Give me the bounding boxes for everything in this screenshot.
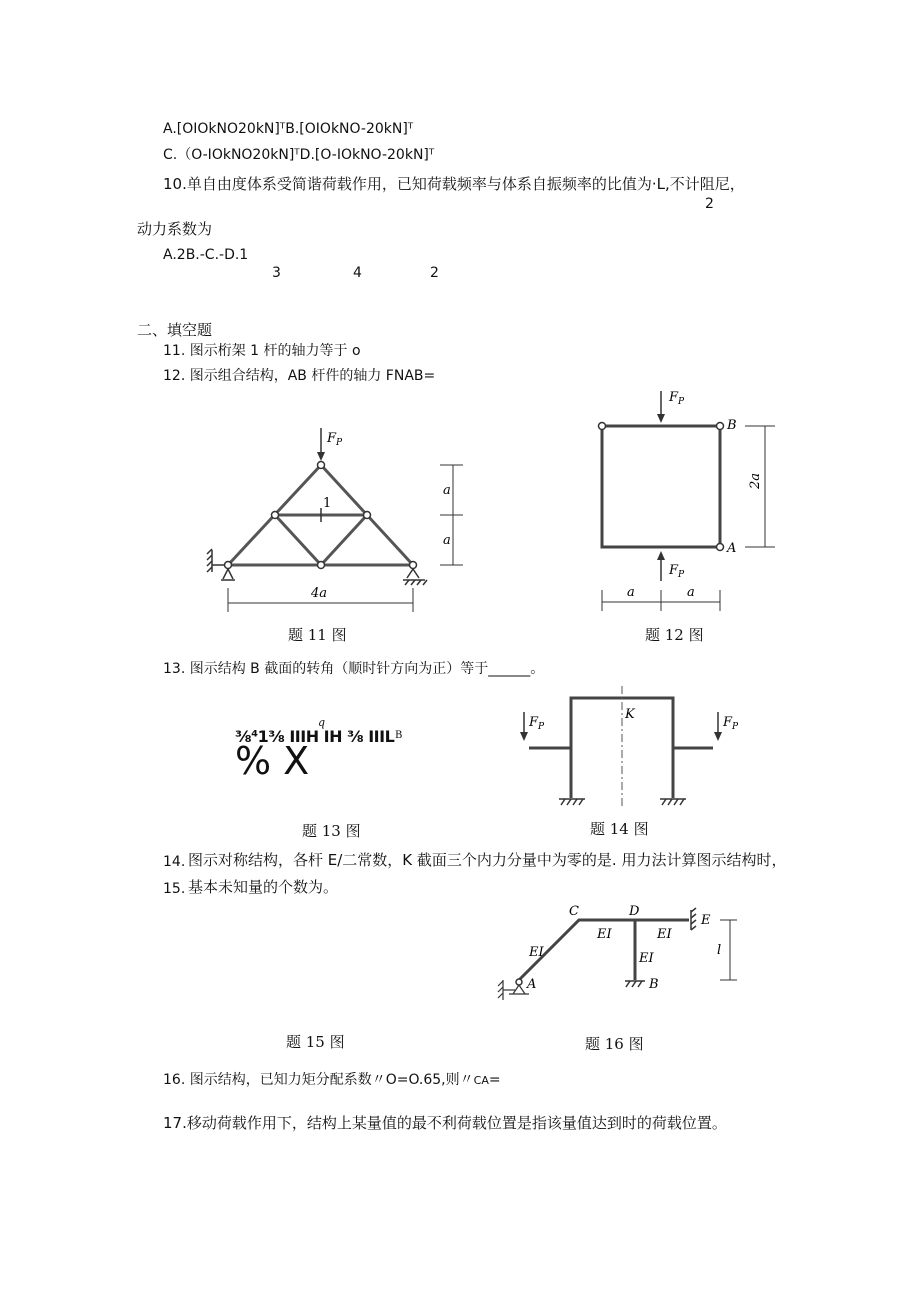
ei-label-de: EI	[657, 927, 672, 942]
q11-text: 11. 图示桁架 1 杆的轴力等于 o	[163, 343, 361, 359]
dim-2a: 2a	[748, 472, 763, 489]
node-b	[717, 423, 724, 430]
fig12-frame-diagram	[585, 385, 795, 615]
fig11-truss-diagram	[195, 420, 475, 620]
ei-label-db: EI	[639, 951, 654, 966]
dim-4a: 4a	[311, 586, 328, 601]
fig13-garbled-symbols: % X	[235, 739, 310, 783]
pin-support-a	[498, 980, 529, 1000]
fixed-support-b	[625, 981, 645, 987]
fig12-caption: 题 12 图	[645, 626, 704, 644]
q10-fraction-denominator: 2	[705, 196, 714, 212]
height-dimension	[720, 920, 737, 980]
q12-text: 12. 图示组合结构，AB 杆件的轴力 FNAB=	[163, 368, 436, 384]
vertical-dimension	[440, 465, 463, 565]
q17-text: 17.移动荷载作用下，结构上某量值的最不利荷载位置是指该量值达到时的荷载位置。	[163, 1114, 727, 1132]
node-a	[717, 544, 724, 551]
fig11-caption: 题 11 图	[288, 626, 347, 644]
right-load-label: $F_P$	[723, 715, 739, 732]
section-title: 二、填空题	[137, 321, 213, 339]
q9-options-cd: C.（O-IOkNO20kN]ᵀD.[O-IOkNO-20kN]ᵀ	[163, 147, 435, 163]
node-e-label: E	[701, 913, 711, 928]
fig14-caption: 题 14 图	[590, 820, 649, 838]
left-load-arrow	[520, 712, 528, 741]
dim-a-left: a	[627, 585, 635, 600]
fig16-caption: 题 16 图	[585, 1035, 644, 1053]
dim-a-lower: a	[443, 533, 451, 548]
node-b-label: B	[727, 418, 737, 433]
ei-label-ac: EI	[529, 945, 544, 960]
fig13-superscript-b: B	[395, 730, 403, 741]
q10-text-continued: 动力系数为	[137, 220, 213, 238]
right-load-arrow	[714, 712, 722, 741]
q15-number: 15.	[163, 881, 186, 897]
horizontal-dimension	[602, 590, 720, 611]
q15-text: 基本未知量的个数为。	[188, 878, 339, 896]
fig13-garbled-line: ⅜⁴1⅜ IIIH IH ⅜ IIIL	[235, 727, 395, 746]
q13-text: 13. 图示结构 B 截面的转角（顺时针方向为正）等于______。	[163, 661, 545, 677]
q10-option-b-denominator: 3	[272, 265, 281, 281]
section-k-label: K	[625, 707, 635, 722]
ei-label-cd: EI	[597, 927, 612, 942]
node-a-label: A	[727, 541, 737, 556]
fig13-caption: 题 13 图	[302, 822, 361, 840]
q9-options-ab: A.[OIOkNO20kN]ᵀB.[OIOkNO-20kN]ᵀ	[163, 121, 414, 137]
bottom-load-arrow	[657, 551, 665, 581]
fig13-superscript-q: q	[318, 716, 326, 729]
bottom-load-label: $F_P$	[669, 563, 685, 580]
dim-a-upper: a	[443, 483, 451, 498]
q10-text: 10.单自由度体系受简谐荷载作用，已知荷载频率与体系自振频率的比值为·L,不计阻尼，	[163, 175, 745, 193]
load-label: $F_P$	[327, 431, 343, 448]
q10-option-d-denominator: 2	[430, 265, 439, 281]
q10-options: A.2B.-C.-D.1	[163, 247, 249, 263]
load-arrow	[317, 428, 325, 461]
top-load-label: $F_P$	[669, 390, 685, 407]
fig14-frame-diagram	[515, 682, 745, 822]
q16-main: 16. 图示结构，已知力矩分配系数〃O=O.65,则〃	[163, 1072, 474, 1088]
node-b-label: B	[649, 977, 659, 992]
node-c-label: C	[569, 904, 579, 919]
member-1-label: 1	[323, 496, 332, 511]
dim-l: l	[717, 943, 722, 958]
q16-tail: =	[488, 1072, 501, 1088]
roller-support-right	[403, 569, 427, 585]
fig15-caption: 题 15 图	[286, 1033, 345, 1051]
frame-members	[602, 426, 720, 547]
q16-text	[163, 1071, 501, 1090]
node-d-label: D	[629, 904, 640, 919]
q14-text: 图示对称结构，各杆 E/二常数，K 截面三个内力分量中为零的是. 用力法计算图示结构时，	[188, 851, 787, 869]
q10-option-c-denominator: 4	[353, 265, 362, 281]
top-load-arrow	[657, 391, 665, 423]
frame-members	[529, 698, 713, 798]
dim-a-right: a	[687, 585, 695, 600]
fixed-support-e	[691, 908, 696, 930]
fig16-frame-diagram	[495, 902, 745, 1012]
node-a-label: A	[527, 977, 537, 992]
left-load-label: $F_P$	[529, 715, 545, 732]
q14-number: 14.	[163, 854, 186, 870]
q16-subscript: CA	[473, 1074, 489, 1087]
